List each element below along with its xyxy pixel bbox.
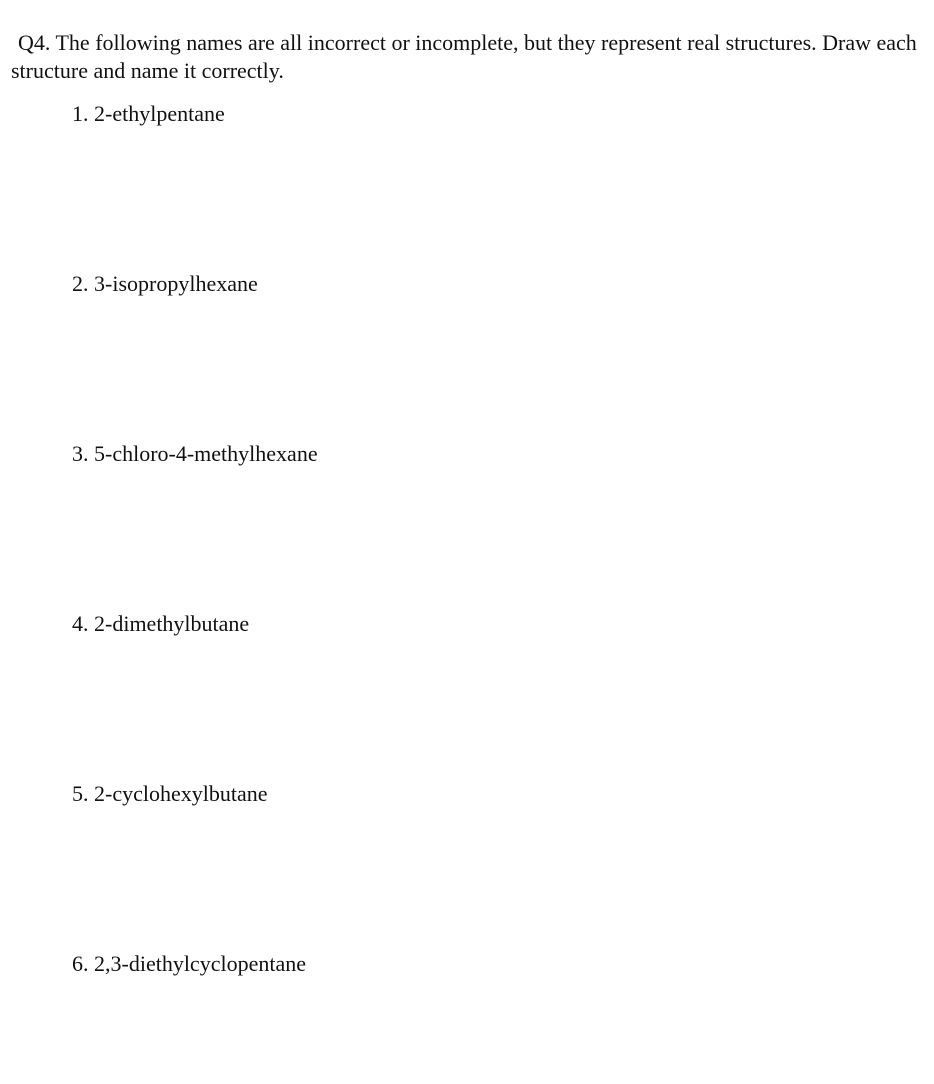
list-item: 3. 5-chloro-4-methylhexane	[72, 441, 318, 466]
list-item: 6. 2,3-diethylcyclopentane	[72, 951, 306, 976]
list-item: 5. 2-cyclohexylbutane	[72, 781, 268, 806]
list-item: 2. 3-isopropylhexane	[72, 271, 258, 296]
list-item: 4. 2-dimethylbutane	[72, 611, 250, 636]
question-text: Q4. The following names are all incorrect or incomplete, but they represent real structures. Draw each structure and name it correctly.	[11, 30, 917, 83]
list-item: 1. 2-ethylpentane	[72, 101, 225, 126]
